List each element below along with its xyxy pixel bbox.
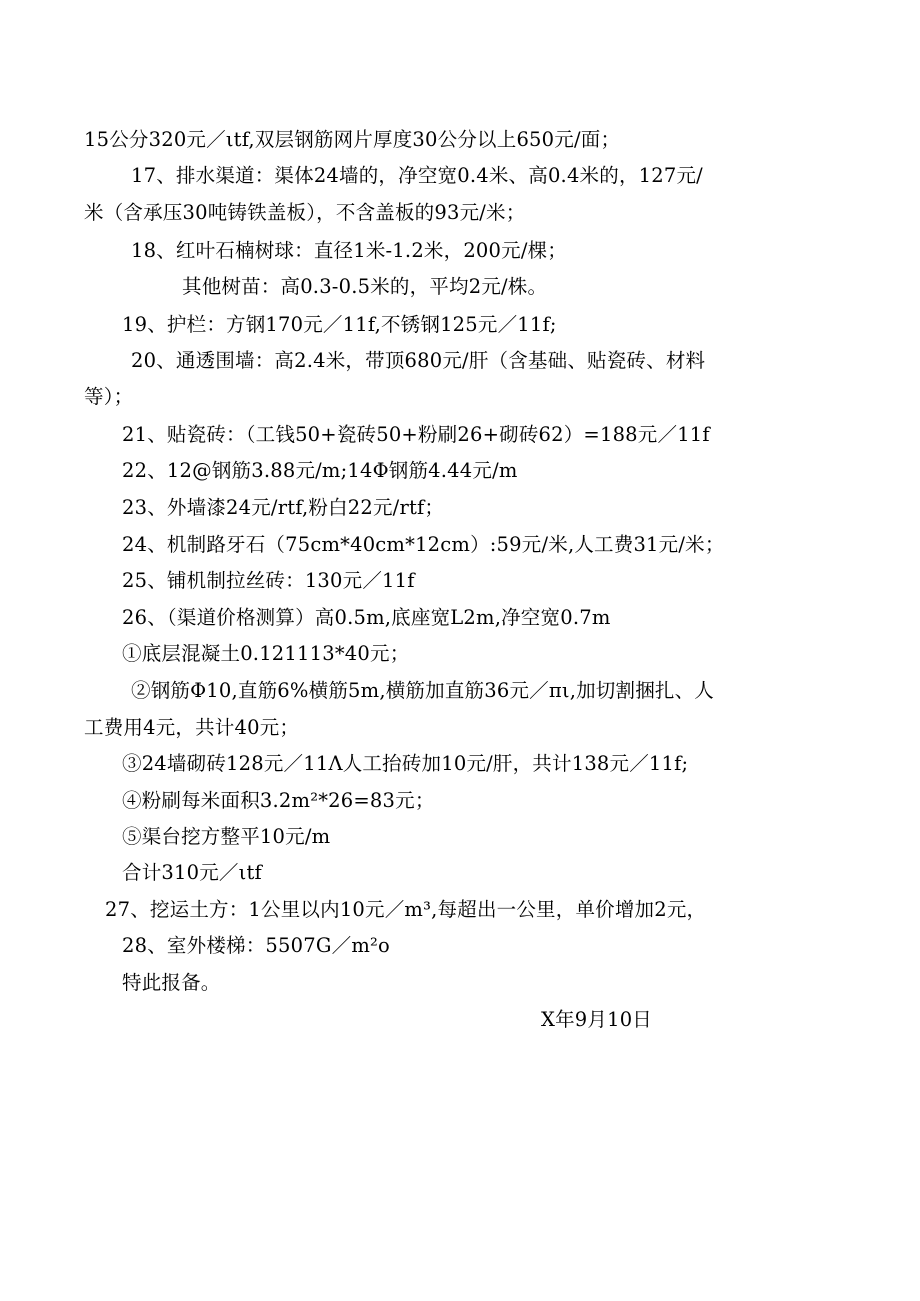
text-line-22: 27、挖运土方：1公里以内10元／m³,每超出一公里，单价增加2元， bbox=[105, 898, 707, 921]
text-line-8: 等）； bbox=[84, 385, 134, 408]
text-line-19: ④粉刷每米面积3.2m²*26=83元； bbox=[122, 789, 435, 812]
text-line-20: ⑤渠台挖方整平10元/m bbox=[122, 825, 331, 848]
text-line-12: 24、机制路牙石（75cm*40cm*12cm）:59元/米,人工费31元/米； bbox=[122, 533, 725, 556]
document-date: X年9月10日 bbox=[541, 1008, 653, 1031]
text-line-17: 工费用4元，共计40元； bbox=[84, 716, 300, 739]
text-line-5: 其他树苗：高0.3-0.5米的，平均2元/株。 bbox=[182, 275, 548, 298]
text-line-10: 22、12@钢筋3.88元/m;14Φ钢筋4.44元/m bbox=[122, 459, 518, 482]
text-line-2: 17、排水渠道：渠体24墙的，净空宽0.4米、高0.4米的，127元/ bbox=[131, 164, 703, 187]
text-line-11: 23、外墙漆24元/rtf,粉白22元/rtf； bbox=[122, 496, 445, 519]
text-line-15: ①底层混凝土0.121113*40元； bbox=[122, 642, 410, 665]
text-line-7: 20、通透围墙：高2.4米，带顶680元/肝（含基础、贴瓷砖、材料 bbox=[131, 349, 706, 372]
text-line-16: ②钢筋Φ10,直筋6%横筋5m,横筋加直筋36元／πι,加切割捆扎、人 bbox=[131, 679, 715, 702]
text-line-1: 15公分320元／ιtf,双层钢筋网片厚度30公分以上650元/面； bbox=[84, 128, 621, 151]
text-line-13: 25、铺机制拉丝砖：130元／11f bbox=[122, 569, 415, 592]
text-line-3: 米（含承压30吨铸铁盖板），不含盖板的93元/米； bbox=[84, 201, 526, 224]
text-line-18: ③24墙砌砖128元／11Λ人工抬砖加10元/肝，共计138元／11f; bbox=[122, 752, 689, 775]
text-line-21: 合计310元／ιtf bbox=[122, 861, 262, 884]
text-line-14: 26、（渠道价格测算）高0.5m,底座宽L2m,净空宽0.7m bbox=[122, 606, 611, 629]
closing-line: 特此报备。 bbox=[122, 971, 221, 994]
text-line-4: 18、红叶石楠树球：直径1米-1.2米，200元/棵； bbox=[131, 239, 568, 262]
text-line-6: 19、护栏：方钢170元／11f,不锈钢125元／11f; bbox=[122, 313, 557, 336]
text-line-23: 28、室外楼梯：5507G／m²o bbox=[122, 934, 390, 957]
text-line-9: 21、贴瓷砖：（工钱50+瓷砖50+粉刷26+砌砖62）=188元／11f bbox=[122, 423, 710, 446]
